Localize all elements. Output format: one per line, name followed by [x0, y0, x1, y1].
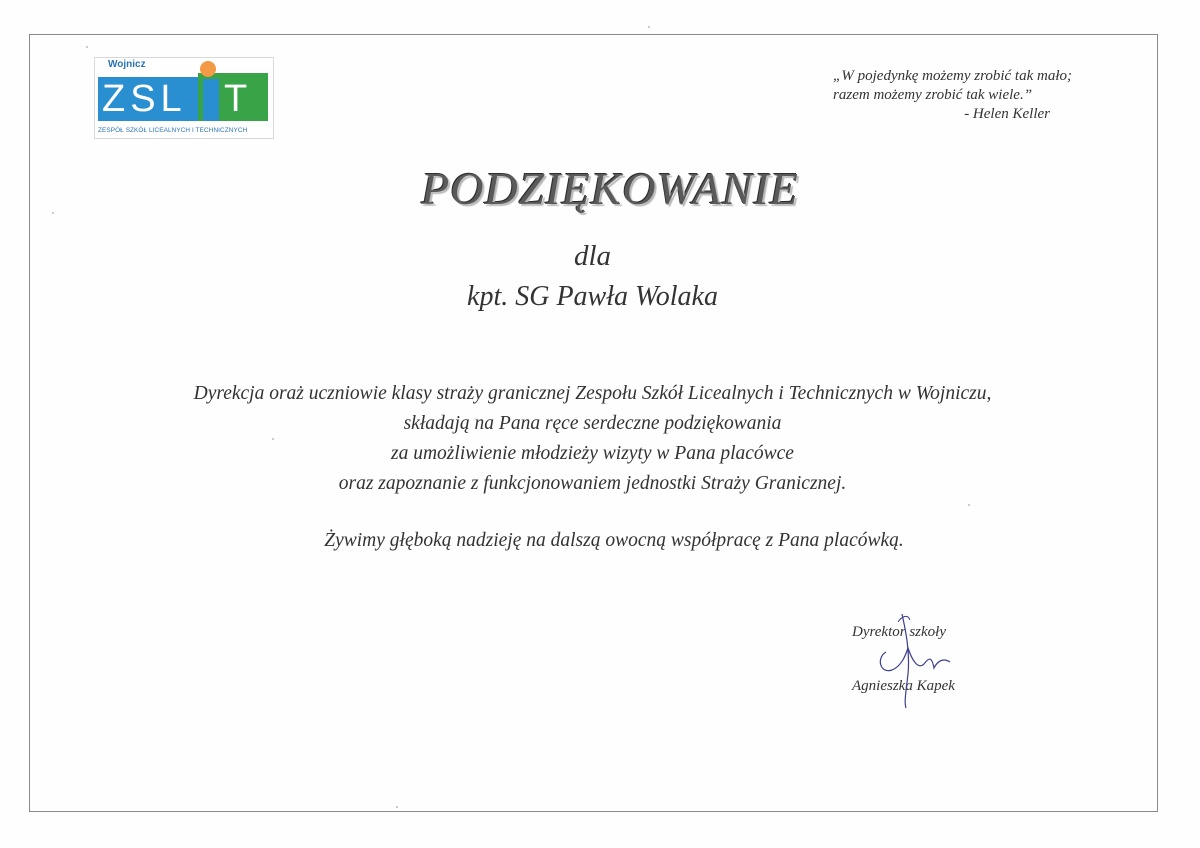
body-line: Dyrekcja oraż uczniowie klasy straży granicznej Zespołu Szkół Licealnych i Technicznych w Wojniczu,: [193, 383, 992, 404]
scan-speck: [968, 504, 970, 506]
handwritten-signature: [872, 612, 962, 712]
body-paragraph: [0, 379, 1185, 499]
logo-town-name: Wojnicz: [108, 59, 146, 70]
body-line: za umożliwienie młodzieży wizyty w Pana placówce: [391, 443, 794, 464]
closing-sentence: Żywimy głęboką nadzieję na dalszą owocną współpracę z Pana placówką.: [324, 530, 904, 551]
scan-speck: [86, 46, 88, 48]
scan-speck: [648, 26, 650, 28]
signatory-role: Dyrektor szkoły: [852, 624, 946, 640]
body-line: oraz zapoznanie z funkcjonowaniem jednostki Straży Granicznej.: [338, 473, 847, 494]
quote-block: [833, 67, 1072, 124]
logo-letter-t: T: [224, 78, 248, 120]
body-line: składają na Pana ręce serdeczne podziękowania: [403, 413, 782, 434]
scan-speck: [272, 438, 274, 440]
logo-caption: ZESPÓŁ SZKÓŁ LICEALNYCH I TECHNICZNYCH: [98, 127, 248, 134]
school-logo: [94, 57, 274, 139]
for-label: dla: [573, 240, 612, 272]
signatory-name: Agnieszka Kapek: [852, 678, 955, 694]
quote-line: razem możemy zrobić tak wiele.”: [833, 87, 1033, 103]
logo-letters: ZSL: [102, 78, 187, 120]
scan-speck: [396, 806, 398, 808]
page-title: PODZIĘKOWANIE: [421, 163, 799, 214]
quote-author: - Helen Keller: [964, 106, 1050, 122]
recipient-name: kpt. SG Pawła Wolaka: [467, 281, 718, 312]
scan-speck: [52, 212, 54, 214]
quote-line: „W pojedynkę możemy zrobić tak mało;: [833, 68, 1072, 84]
